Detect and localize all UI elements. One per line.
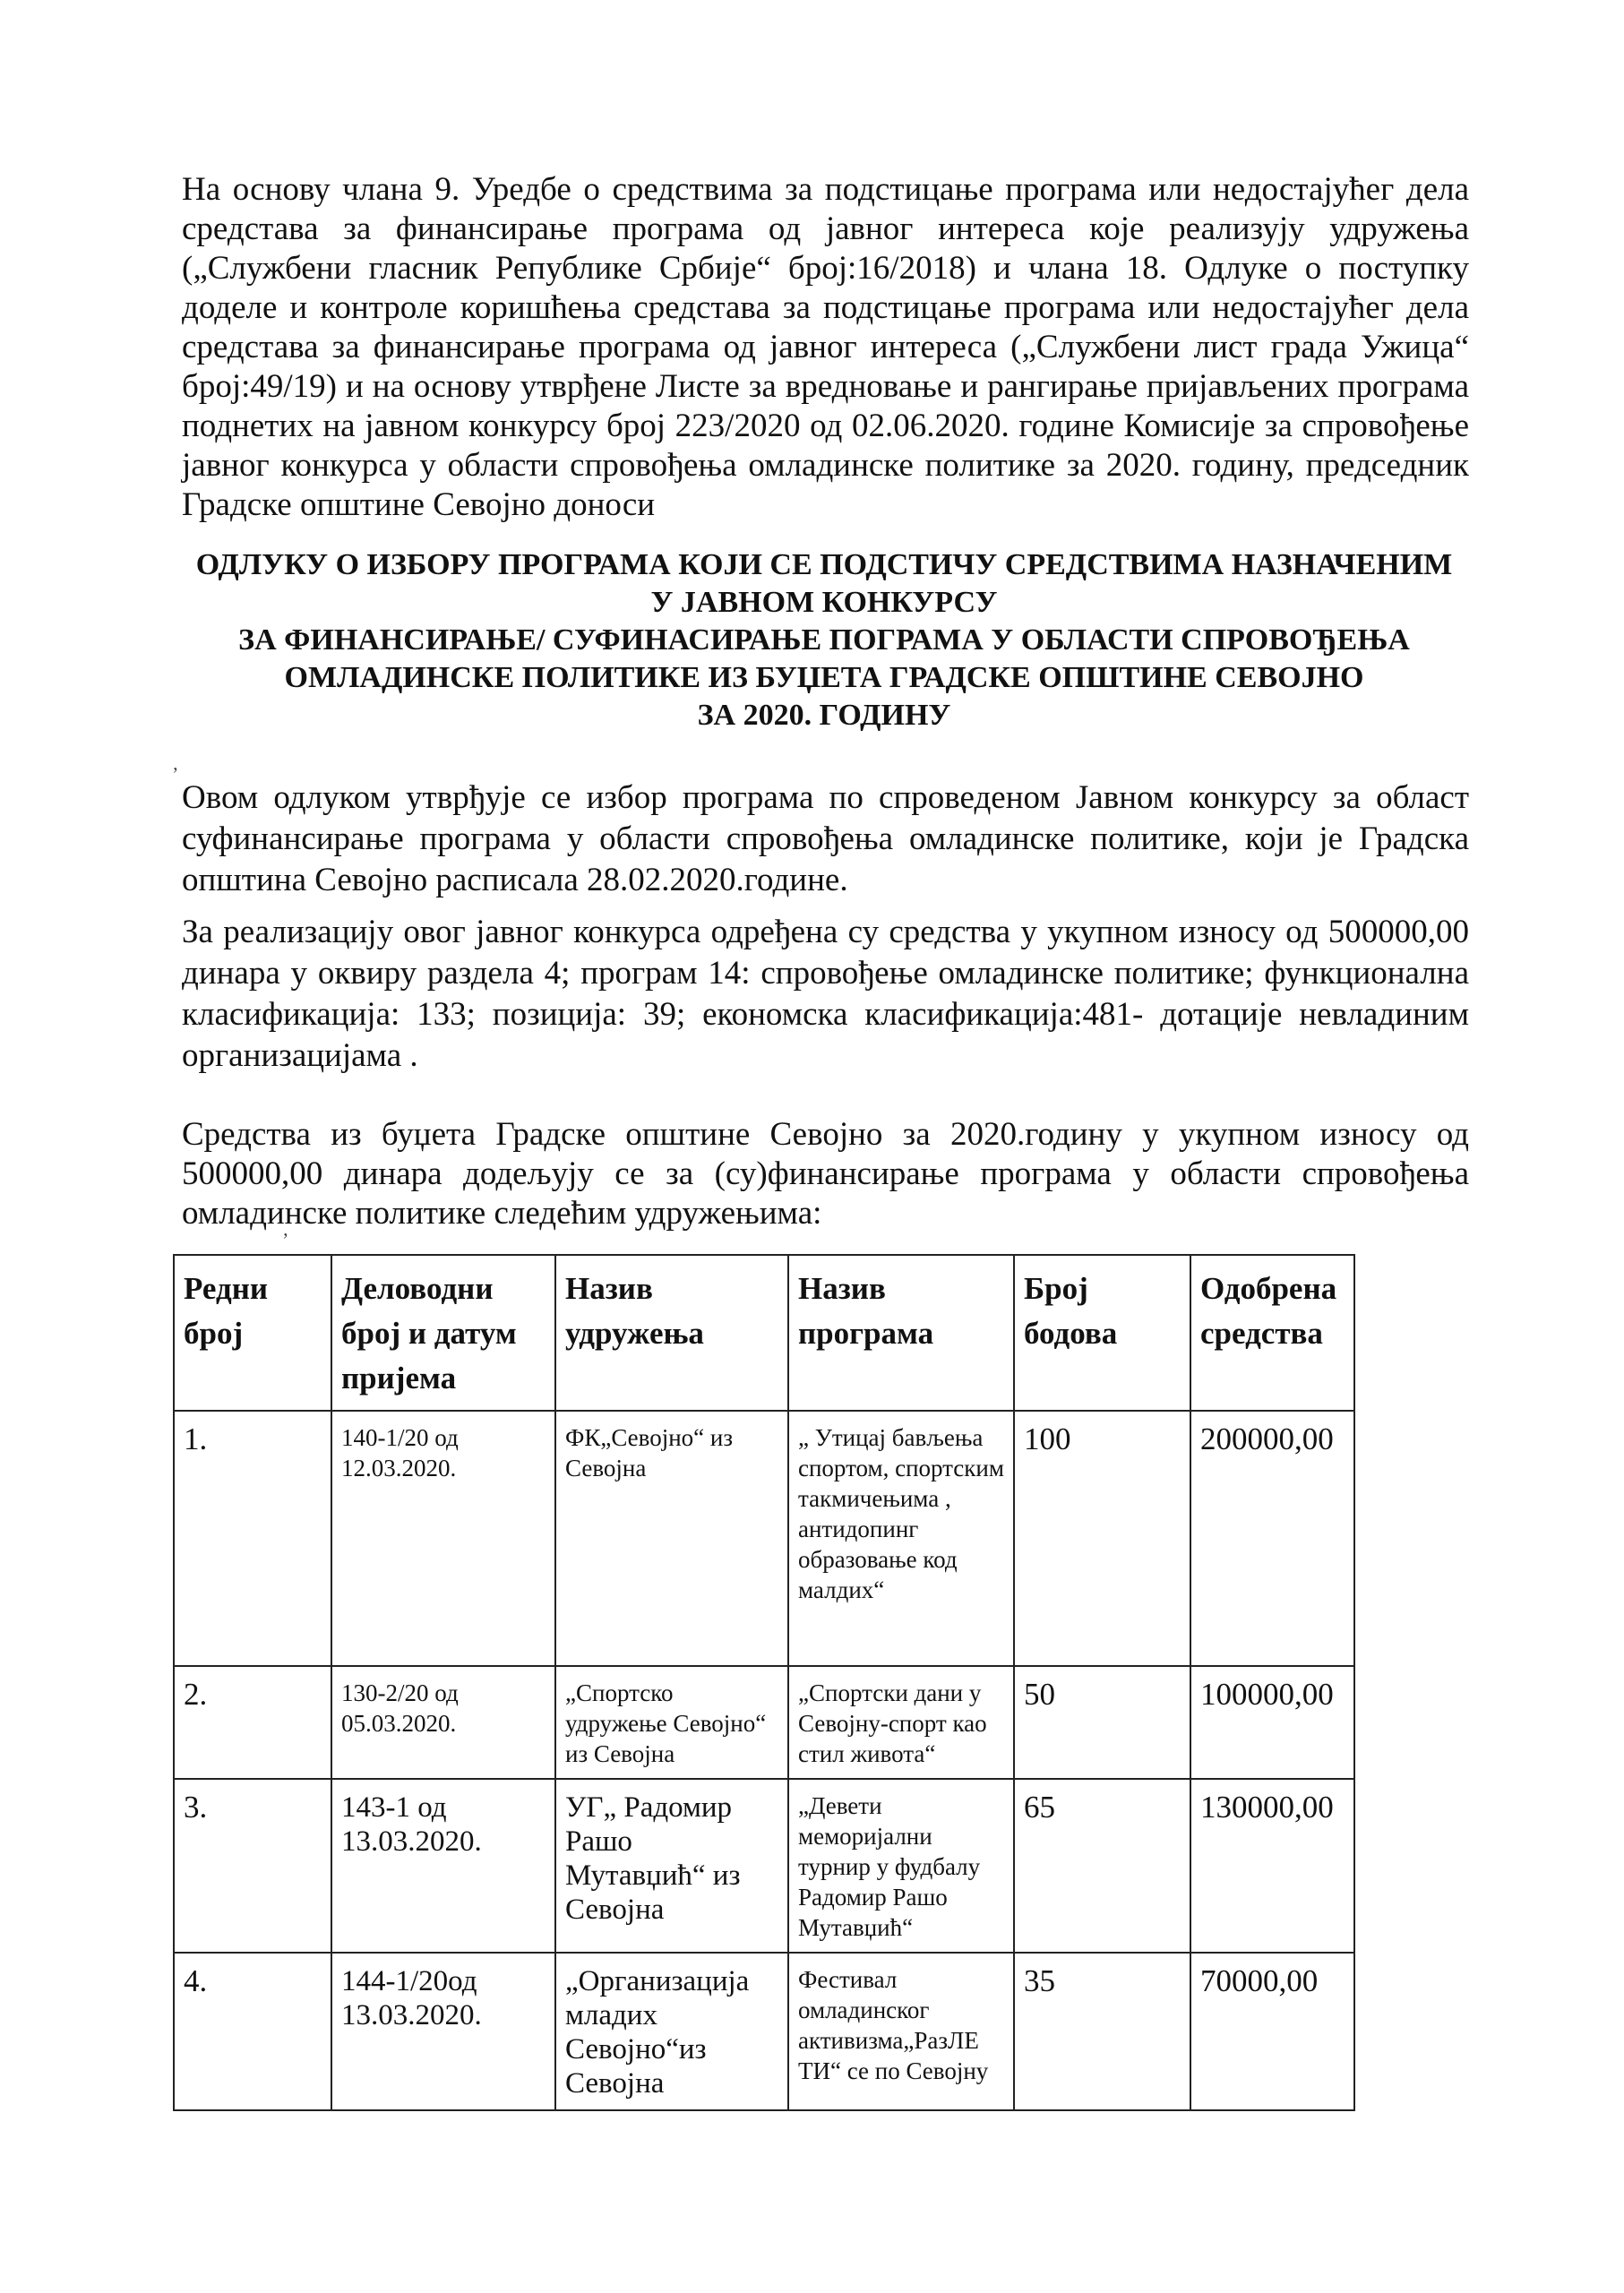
- header-program: Назив програма: [788, 1255, 1014, 1411]
- cell-association: ФК„Севојно“ из Севојна: [555, 1411, 788, 1666]
- title-line: ЗА ФИНАНСИРАЊЕ/ СУФИНАСИРАЊЕ ПОГРАМА У ОБЛАСТИ СПРОВОЂЕЊА: [238, 623, 1410, 657]
- cell-association: УГ„ Радомир Рашо Мутавџић“ из Севојна: [555, 1779, 788, 1953]
- allocation-paragraph: Средства из буџета Градске општине Севојно за 2020.годину у укупном износу од 500000,00 динара додељују се за (су)финансирање програма у области спровођења омладинске политике следећим удружењима:: [182, 1116, 1469, 1232]
- selection-paragraph: Овом одлуком утврђује се избор програма по спроведеном Јавном конкурсу за област суфинансирање програма у области спровођења омладинске политике, који је Градска општина Севојно расписала 28.02.2020.године.: [182, 779, 1469, 898]
- cell-points: 50: [1014, 1666, 1190, 1779]
- cell-points: 100: [1014, 1411, 1190, 1666]
- table-header-row: [174, 1255, 1354, 1411]
- title-line: ОМЛАДИНСКЕ ПОЛИТИКЕ ИЗ БУЏЕТА ГРАДСКЕ ОПШТИНЕ СЕВОЈНО: [284, 661, 1364, 694]
- header-association: Назив удружења: [555, 1255, 788, 1411]
- cell-no: 3.: [174, 1779, 331, 1953]
- decision-title: [143, 546, 1505, 734]
- cell-amount: 70000,00: [1190, 1953, 1354, 2110]
- cell-association: „Организација младих Севојно“из Севојна: [555, 1953, 788, 2110]
- cell-points: 35: [1014, 1953, 1190, 2110]
- cell-association: „Спортско удружење Севојно“ из Севојна: [555, 1666, 788, 1779]
- scan-speck: ʼ: [172, 763, 179, 786]
- header-rank: Редни број: [174, 1255, 331, 1411]
- table-row: [174, 1411, 1354, 1666]
- cell-ref: 140-1/20 од 12.03.2020.: [331, 1411, 555, 1666]
- cell-ref: 144-1/20од 13.03.2020.: [331, 1953, 555, 2110]
- cell-program: Фестивал омладинског активизма„РазЛЕ ТИ“ се по Севојну: [788, 1953, 1014, 2110]
- header-points: Број бодова: [1014, 1255, 1190, 1411]
- cell-no: 1.: [174, 1411, 331, 1666]
- allocation-table: [173, 1254, 1355, 2111]
- title-line: ЗА 2020. ГОДИНУ: [697, 699, 951, 732]
- cell-program: „ Утицај бављења спортом, спортским такмичењима , антидопинг образовање код малдих“: [788, 1411, 1014, 1666]
- cell-program: „Девети меморијални турнир у фудбалу Радомир Рашо Мутавџић“: [788, 1779, 1014, 1953]
- cell-ref: 130-2/20 од 05.03.2020.: [331, 1666, 555, 1779]
- cell-no: 4.: [174, 1953, 331, 2110]
- table-row: [174, 1953, 1354, 2110]
- cell-points: 65: [1014, 1779, 1190, 1953]
- cell-amount: 200000,00: [1190, 1411, 1354, 1666]
- header-amount: Одобрена средства: [1190, 1255, 1354, 1411]
- cell-program: „Спортски дани у Севојну-спорт као стил живота“: [788, 1666, 1014, 1779]
- title-line: ОДЛУКУ О ИЗБОРУ ПРОГРАМА КОЈИ СЕ ПОДСТИЧУ СРЕДСТВИМА НАЗНАЧЕНИМ: [195, 548, 1453, 581]
- cell-ref: 143-1 од 13.03.2020.: [331, 1779, 555, 1953]
- cell-amount: 130000,00: [1190, 1779, 1354, 1953]
- cell-no: 2.: [174, 1666, 331, 1779]
- table-row: [174, 1779, 1354, 1953]
- header-reference: Деловодни број и датум пријема: [331, 1255, 555, 1411]
- intro-paragraph: На основу члана 9. Уредбе о средствима за подстицање програма или недостајућег дела средстава за финансирање програма од јавног интереса које реализују удружења („Службени гласник Републике Србије“ број:16/2018) и члана 18. Одлуке о поступку доделе и контроле коришћења средстава за подстицање програма или недостајућег дела средстава за финансирање програма од јавног интереса („Службени лист града Ужица“ број:49/19) и на основу утврђене Листе за вредновање и рангирање пријављених програма поднетих на јавном конкурсу број 223/2020 од 02.06.2020. године Комисије за спровођење јавног конкурса у области спровођења омладинске политике за 2020. годину, председник Градске општине Севојно доноси: [182, 171, 1469, 523]
- cell-amount: 100000,00: [1190, 1666, 1354, 1779]
- table-row: [174, 1666, 1354, 1779]
- title-line: У ЈАВНОМ КОНКУРСУ: [650, 586, 998, 619]
- scan-speck: ʼ: [282, 1229, 289, 1251]
- funding-paragraph: За реализацију овог јавног конкурса одређена су средства у укупном износу од 500000,00 динара у оквиру раздела 4; програм 14: спровођење омладинске политике; функционална класификација: 133; позиција: 39; економска класификација:481- дотације невладиним организацијама .: [182, 914, 1469, 1074]
